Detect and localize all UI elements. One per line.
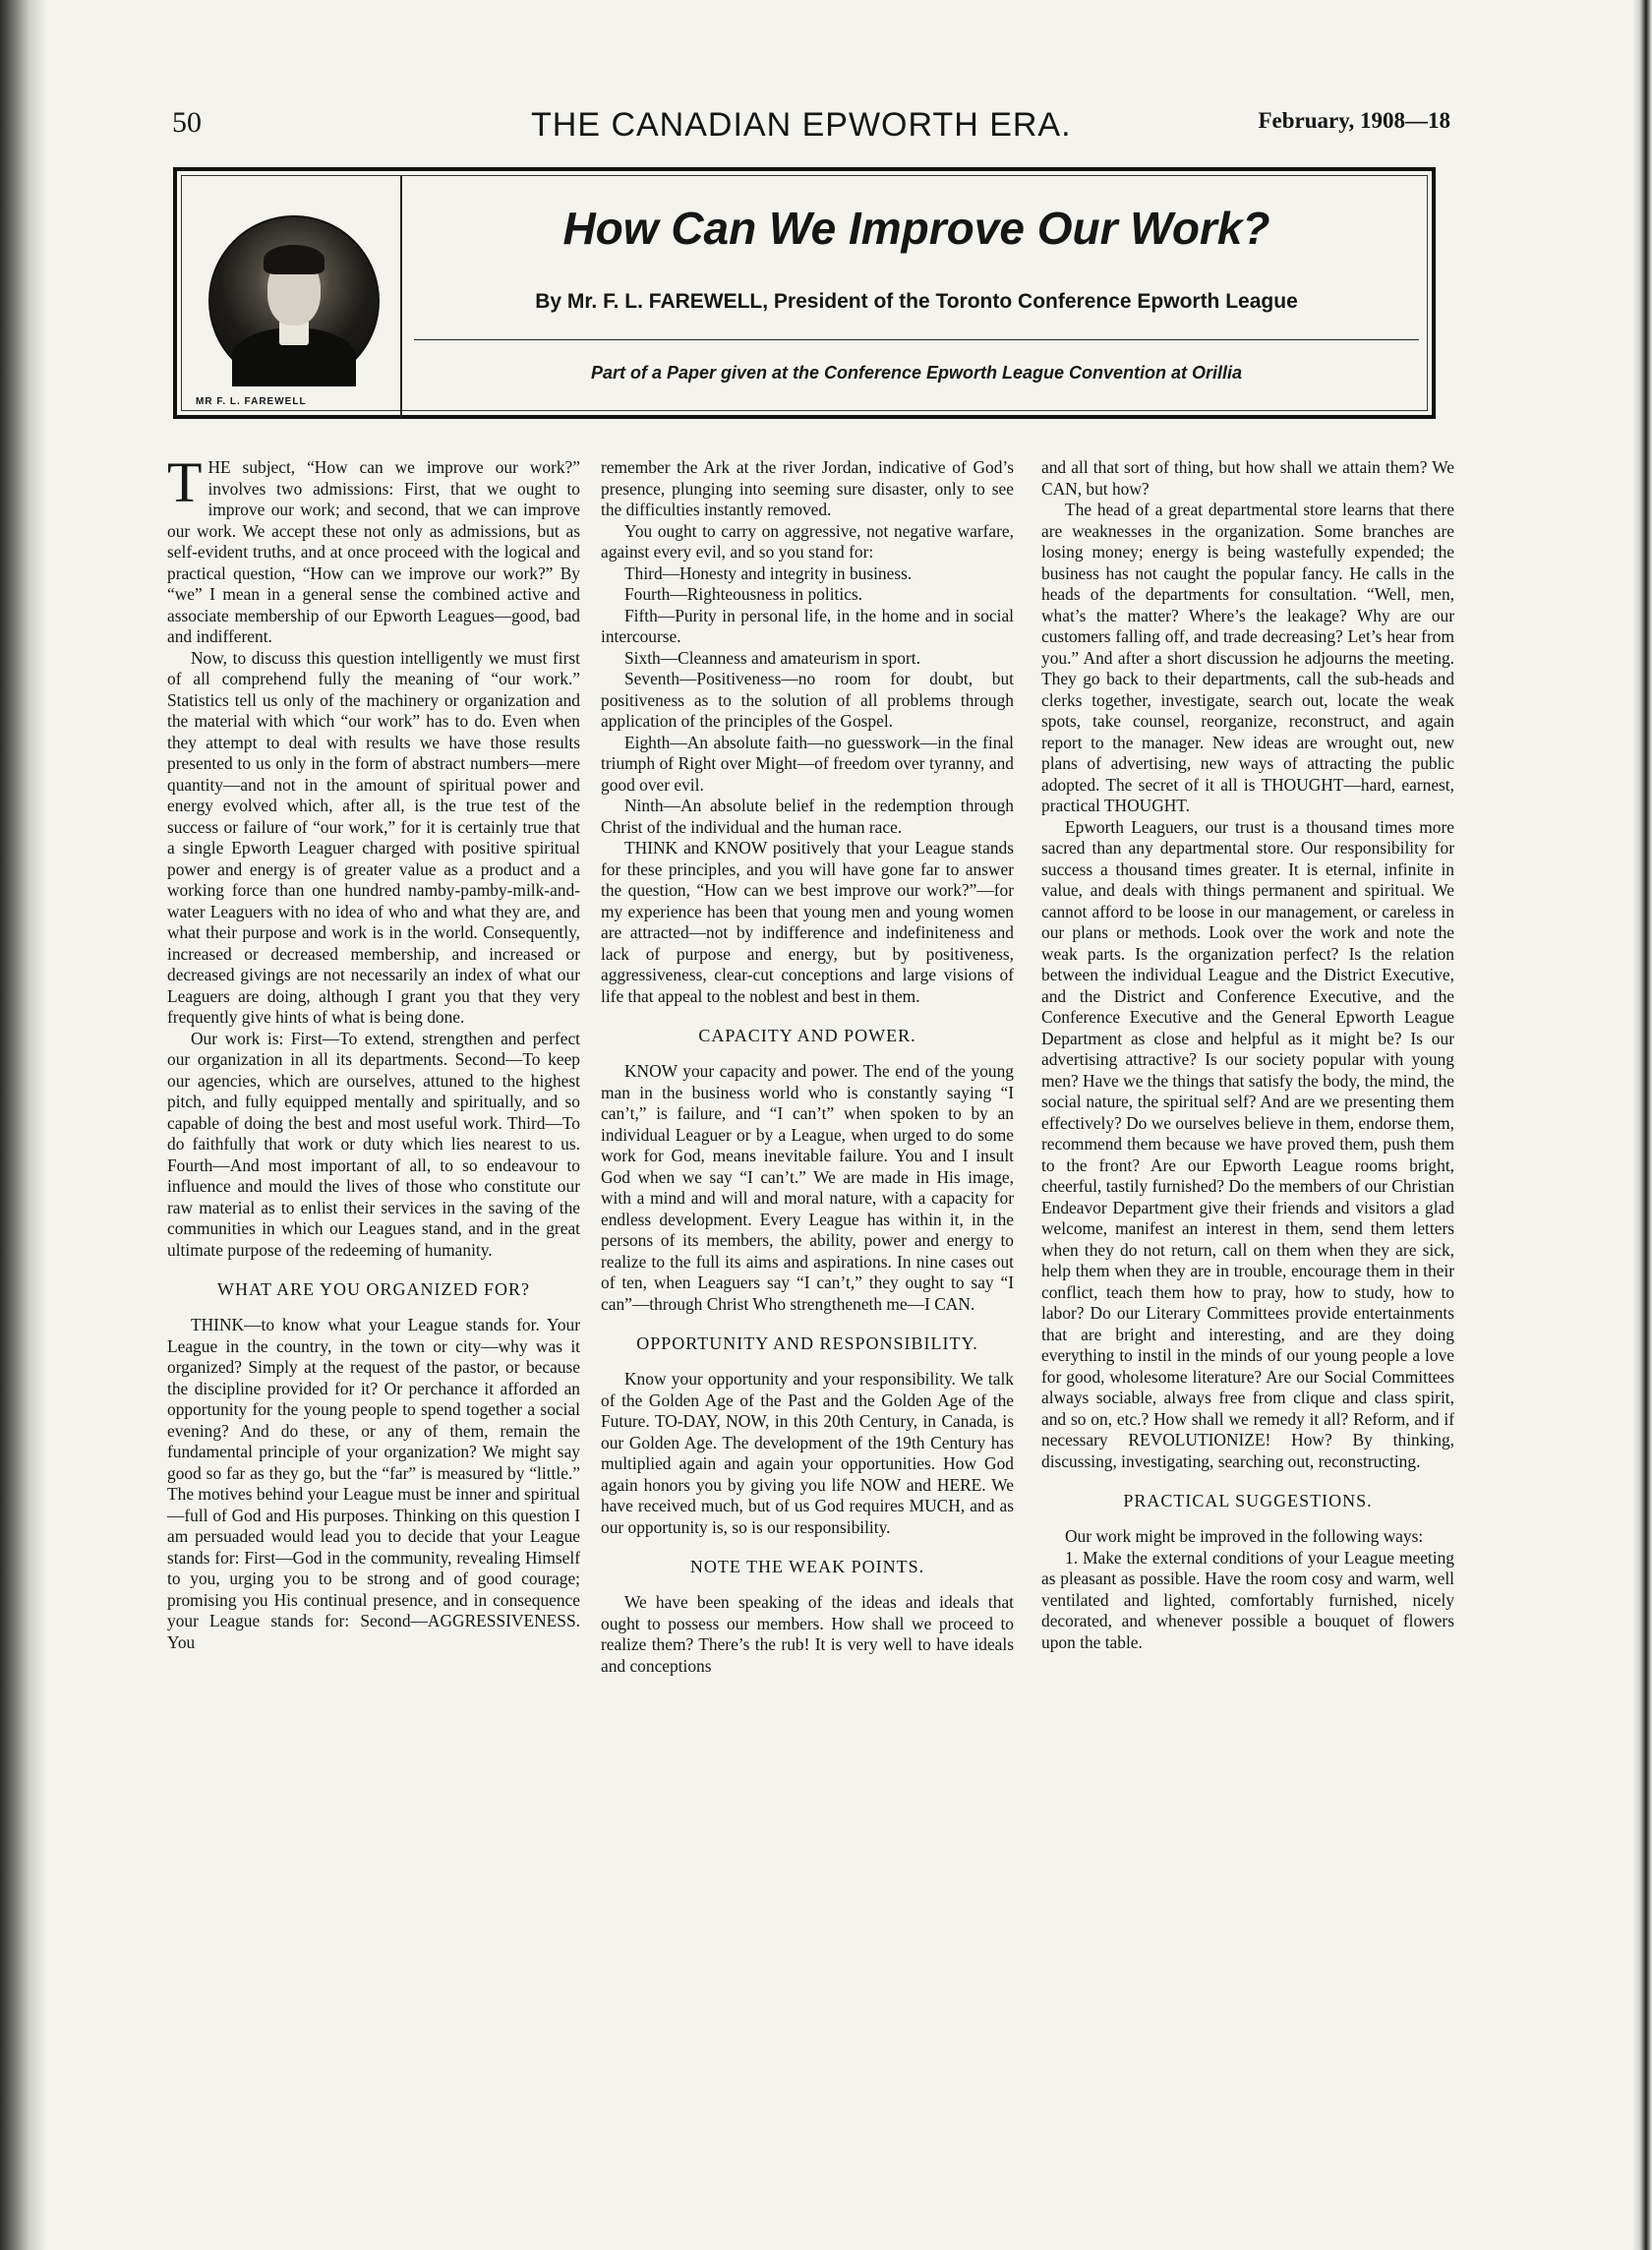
page-edge — [1632, 0, 1652, 2250]
title-box-inner — [181, 175, 1428, 411]
book-spine-shadow — [0, 0, 47, 2250]
column-2 — [601, 457, 1014, 2144]
running-head — [172, 106, 1450, 149]
paragraph: Our work might be improved in the following ways: — [1065, 1526, 1424, 1546]
list-item: Third—Honesty and integrity in business. — [624, 562, 913, 583]
paragraph: You ought to carry on aggressive, not negative warfare, against every evil, and so you stand for: — [601, 520, 1014, 562]
list-item: Fifth—Purity in personal life, in the home and in social intercourse. — [601, 605, 1014, 646]
paragraph: and all that sort of thing, but how shall we attain them? We CAN, but how? — [1041, 457, 1454, 499]
paragraph-text: HE subject, “How can we improve our work?” involves two admissions: First, that we ought to improve our work; and second, that we can improve our work. We accept these not only as admissions, but as self-evident truths, and at once proceed with the logical and practical question, “How can we improve our work?” By “we” I mean in a general sense the combined active and associate membership of our Epworth Leagues—good, bad and indifferent. — [167, 457, 580, 646]
section-heading: NOTE THE WEAK POINTS. — [689, 1557, 925, 1576]
drop-cap: T — [167, 450, 203, 514]
principles-list — [601, 563, 1014, 839]
paragraph: Epworth Leaguers, our trust is a thousand times more sacred than any departmental store. Our responsibility for success a thousand times greater. It is eternal, infinite in value, and deals with things permanent and spiritual. We cannot afford to be loose in our management, or careless in our plans or methods. Look over the work and note the weak parts. Is the organization perfect? Is the relation between the individual League and the District Executive, and the District and Conference Executive, and the Conference Executive and the General Epworth League Department as close and helpful as it might be? Is our advertising attractive? Is our society popular with young men? Have we the things that satisfy the body, the mind, the social nature, the spiritual self? And are we presenting them effectively? Do we ourselves believe in them, endorse them, recommend them because we have proved them, push them to the front? Are our Epworth League rooms bright, cheerful, tastily furnished? Do the members of our Christian Endeavor Department give their friends and visitors a glad welcome, manifest an interest in them, send them letters when they do not return, call on them when they are sick, help them when they are in trouble, encourage them in their conflict, teach them how to pray, how to study, how to labor? Do our Literary Committees provide entertainments that are bright and interesting, and are they doing everything to instil in the minds of our young people a love for good, wholesome literature? Are our Social Committees always sociable, always free from clique and class spirit, and so on, etc.? How shall we remedy it all? Reform, and if necessary REVOLUTIONIZE! How? By thinking, discussing, investigating, searching out, reconstructing. — [1041, 816, 1454, 1471]
article-byline: By Mr. F. L. FAREWELL, President of the Toronto Conference Epworth League — [535, 290, 1298, 313]
article-title-box — [173, 167, 1436, 419]
column-3 — [1041, 457, 1454, 2144]
paragraph: KNOW your capacity and power. The end of the young man in the business world who is constantly saying “I can’t,” is failure, and “I can’t” when spoken to by an individual Leaguer or by a League, when urged to do some work for God, means inevitable failure. You and I insult God when we say “I can’t.” We are made in His image, with a mind and will and moral nature, with a capacity for endless development. Every League has within it, in the persons of its members, the ability, power and energy to realize to the full its aims and aspirations. In nine cases out of ten, when Leaguers say “I can’t,” they ought to say “I can”—through Christ Who strengtheneth me—I CAN. — [601, 1061, 1014, 1314]
paragraph: Know your opportunity and your responsibility. We talk of the Golden Age of the Past and the Golden Age of the Future. TO-DAY, NOW, in this 20th Century, in Canada, is our Golden Age. The development of the 19th Century has multiplied again and again your opportunities. How God again honors you by giving you life NOW and HERE. We have received much, but of us God requires MUCH, and as our opportunity is, so is our responsibility. — [601, 1369, 1014, 1537]
portrait-caption: MR F. L. FAREWELL — [196, 396, 307, 407]
list-item: Seventh—Positiveness—no room for doubt, but positiveness as to the solution of all problems through application of the principles of the Gospel. — [601, 669, 1014, 731]
section-heading: WHAT ARE YOU ORGANIZED FOR? — [217, 1279, 530, 1299]
article-headline: How Can We Improve Our Work? — [562, 203, 1270, 254]
paragraph — [167, 450, 580, 648]
paragraph: Now, to discuss this question intelligently we must first of all comprehend fully the meaning of “our work.” Statistics tell us only of the machinery or organization and the material with which “our work” has to do. Even when they attempt to deal with results we have those results presented to us only in the form of abstract numbers—mere quantity—and not in the amount of spiritual power and energy evolved which, after all, is the true test of the success or failure of “our work,” for it is certainly true that a single Epworth Leaguer charged with positive spiritual power and energy is of greater value as a product and a working force than one hundred namby-pamby-milk-and-water Leaguers with no idea of who and what they are, and what their purpose and work is in the world. Consequently, increased or decreased membership, and increased or decreased givings are not necessarily an index of what our Leaguers are doing, although I grant you that they very frequently give hints of what is being done. — [167, 647, 580, 1027]
portrait-cell — [182, 176, 402, 418]
list-item: Fourth—Righteousness in politics. — [624, 584, 863, 604]
paragraph: Our work is: First—To extend, strengthen and perfect our organization in all its departments. Second—To keep our agencies, which are ourselves, attuned to the highest pitch, and fully equipped mentally and spiritually, and so capable of doing the best and most useful work. Third—To do faithfully that work or duty which lies nearest to us. Fourth—And most important of all, to so endeavour to influence and mould the lives of those who constitute our raw material as to enlist their services in the saving of the communities in which our Leagues stand, and in the great ultimate purpose of the redeeming of humanity. — [167, 1028, 580, 1260]
portrait-hair — [264, 245, 324, 274]
title-divider — [414, 339, 1419, 340]
paragraph: THINK—to know what your League stands for. Your League in the country, in the town or city—why was it organized? Simply at the request of the pastor, or because the discipline provided for it? Or perchance it afforded an opportunity for the young people to spend together a social evening? And do these, or any of them, remain the fundamental principle of your organization? We might say good so far as they go, but the “far” is measured by “little.” The motives behind your League must be inner and spiritual—full of God and His purposes. Thinking on this question I am persuaded would lead you to decide that your League stands for: First—God in the community, revealing Himself to you, urging you to be strong and of good courage; promising you His continual presence, and in consequence your League stands for: Second—AGGRESSIVENESS. You — [167, 1315, 580, 1652]
section-heading: OPPORTUNITY AND RESPONSIBILITY. — [636, 1333, 978, 1353]
article-subtitle: Part of a Paper given at the Conference Epworth League Convention at Orillia — [590, 363, 1243, 383]
section-heading: PRACTICAL SUGGESTIONS. — [1123, 1491, 1373, 1510]
list-item: Ninth—An absolute belief in the redemption through Christ of the individual and the human race. — [601, 796, 1014, 837]
article-body — [167, 450, 1459, 2144]
author-portrait-photo — [208, 215, 380, 386]
paragraph: THINK and KNOW positively that your League stands for these principles, and you will have gone far to answer the question, “How can we best improve our work?”—for my experience has been that young men and young women are attracted—not by indifference and indefiniteness and lack of purpose and energy, but by positiveness, aggressiveness, clear-cut conceptions and large visions of life that appeal to the noblest and best in them. — [601, 838, 1014, 1006]
column-1 — [167, 450, 580, 2144]
page-number: 50 — [172, 106, 202, 139]
paragraph: The head of a great departmental store learns that there are weaknesses in the organization. Some branches are losing money; energy is being wastefully expended; the business has not caught the popular fancy. He calls in the heads of the departments for consultation. “Well, men, what’s the matter? Where’s the leakage? Why are our customers falling off, and trade decreasing? Let’s hear from you.” And after a short discussion he adjourns the meeting. They go back to their departments, call the sub-heads and clerks together, investigate, search out, locate the weak spots, take counsel, reorganize, reconstruct, and again report to the manager. New ideas are wrought out, new plans of advertising, new ways of attracting the public adopted. The secret of it all is THOUGHT—hard, earnest, practical THOUGHT. — [1041, 500, 1454, 815]
list-item: Eighth—An absolute faith—no guesswork—in the final triumph of Right over Might—of freedom over tyranny, and good over evil. — [601, 732, 1014, 795]
issue-date: February, 1908—18 — [1258, 108, 1450, 133]
section-heading: CAPACITY AND POWER. — [698, 1026, 916, 1045]
journal-title: THE CANADIAN EPWORTH ERA. — [531, 106, 1072, 144]
paragraph: remember the Ark at the river Jordan, indicative of God’s presence, plunging into seeming sure disaster, only to see the difficulties instantly removed. — [601, 457, 1014, 519]
paragraph: 1. Make the external conditions of your League meeting as pleasant as possible. Have the room cosy and warm, well ventilated and lighted, comfortably furnished, nicely decorated, and whenever possible a bouquet of flowers upon the table. — [1041, 1547, 1454, 1652]
list-item: Sixth—Cleanness and amateurism in sport. — [624, 647, 920, 668]
paragraph: We have been speaking of the ideas and ideals that ought to possess our members. How shall we proceed to realize them? There’s the rub! It is very well to have ideals and conceptions — [601, 1592, 1014, 1676]
